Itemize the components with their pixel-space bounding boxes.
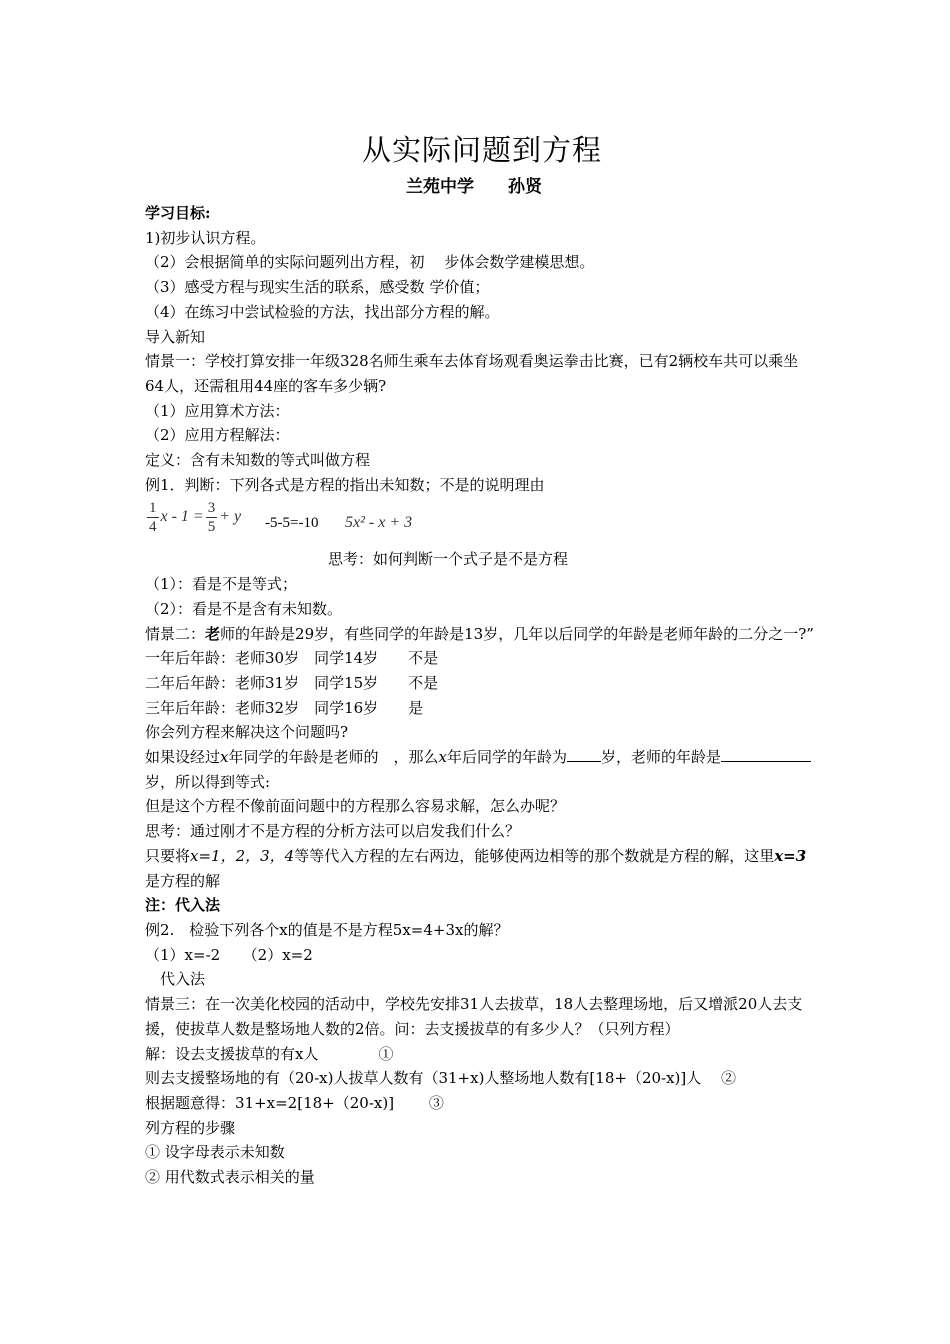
goal-item: 1)初步认识方程。: [145, 228, 266, 247]
example1-text: 例1．判断：下列各式是方程的指出未知数；不是的说明理由: [145, 475, 545, 494]
scene2-text: 情景二：老师的年龄是29岁，有些同学的年龄是13岁，几年以后同学的年龄是老师年龄的二分之一?”: [145, 624, 814, 643]
fraction-3-5: $\frac{3}{5}$: [207, 500, 216, 536]
scene2-setup: 如果设经过x年同学的年龄是老师的 ，那么x年后同学的年龄为 岁，老师的年龄是岁，所以得到等式:: [145, 745, 815, 794]
answer-blank: [721, 745, 777, 762]
document-body: [145, 201, 815, 1190]
solution-step: 则去支援整场地的有（20-x)人拔草人数有（31+x)人整场地人数有[18+（20-x)]人 ②: [145, 1069, 737, 1088]
substitution-text: 只要将x=1，2，3，4等等代入方程的左右两边，能够使两边相等的那个数就是方程的解，这里x=3 是方程的解: [145, 846, 807, 890]
scene3-text: 情景三：在一次美化校园的活动中，学校先安排31人去拔草，18人去整理场地，后又增派20人去支援，使拔草人数是整场地人数的2倍。问：去支援拔草的有多少人？（只列方程）: [145, 995, 803, 1038]
criterion-1: （1）：看是不是等式；: [145, 575, 298, 594]
scene1-text: 情景一：学校打算安排一年级328名师生乘车去体育场观看奥运拳击比赛，已有2辆校车共可以乘坐64人，还需租用44座的客车多少辆?: [145, 352, 799, 395]
example1-think: 思考：如何判断一个式子是不是方程: [328, 550, 569, 569]
example1-formulas: [145, 497, 815, 547]
criterion-2: （2）：看是不是含有未知数。: [145, 599, 343, 618]
solution-step: 根据题意得：31+x=2[18+（20-x)] ③: [145, 1093, 444, 1112]
answer-blank: [567, 745, 601, 762]
definition: 定义：含有未知数的等式叫做方程: [145, 451, 371, 470]
age-row: 二年后年龄：老师31岁 同学15岁 不是: [145, 673, 439, 692]
goal-item: （2）会根据简单的实际问题列出方程，初 步体会数学建模思想。: [145, 253, 595, 272]
scene1-method1: （1）应用算术方法：: [145, 401, 290, 420]
formula-2: -5-5=-10: [265, 515, 319, 532]
example2-text: 例2. 检验下列各个x的值是不是方程5x=4+3x的解？: [145, 920, 509, 939]
age-row: 三年后年龄：老师32岁 同学16岁 是: [145, 698, 424, 717]
formula-1: $\frac{1}{4}$ x - 1 = $\frac{3}{5}$ + y: [149, 500, 242, 536]
answer-blank: [777, 745, 811, 762]
goal-item: （3）感受方程与现实生活的联系，感受数 学价值；: [145, 278, 490, 297]
scene2-think: 思考：通过刚才不是方程的分析方法可以启发我们什么？: [145, 822, 521, 841]
age-row: 一年后年龄：老师30岁 同学14岁 不是: [145, 649, 439, 668]
example2-cases: （1）x=-2 （2）x=2: [145, 945, 313, 964]
step-item: ① 设字母表示未知数: [145, 1143, 285, 1162]
intro-heading: 导入新知: [145, 327, 206, 346]
note-substitution: 注：代入法: [145, 896, 221, 915]
solution-step: 解：设去支援拔草的有x人 ①: [145, 1044, 394, 1063]
fraction-1-4: $\frac{1}{4}$: [149, 500, 157, 536]
scene2-hard: 但是这个方程不像前面问题中的方程那么容易求解，怎么办呢？: [145, 797, 566, 816]
steps-title: 列方程的步骤: [145, 1118, 236, 1137]
step-item: ② 用代数式表示相关的量: [145, 1168, 315, 1187]
page-title: 从实际问题到方程: [361, 133, 602, 167]
page-subtitle: 兰苑中学 孙贤: [406, 177, 542, 197]
formula-3: 5x² - x + 3: [345, 514, 413, 532]
scene1-method2: （2）应用方程解法：: [145, 426, 290, 445]
goal-item: （4）在练习中尝试检验的方法，找出部分方程的解。: [145, 302, 500, 321]
scene2-question: 你会列方程来解决这个问题吗?: [145, 723, 349, 742]
goals-heading: 学习目标:: [145, 204, 211, 222]
example2-method: 代入法: [160, 970, 206, 989]
